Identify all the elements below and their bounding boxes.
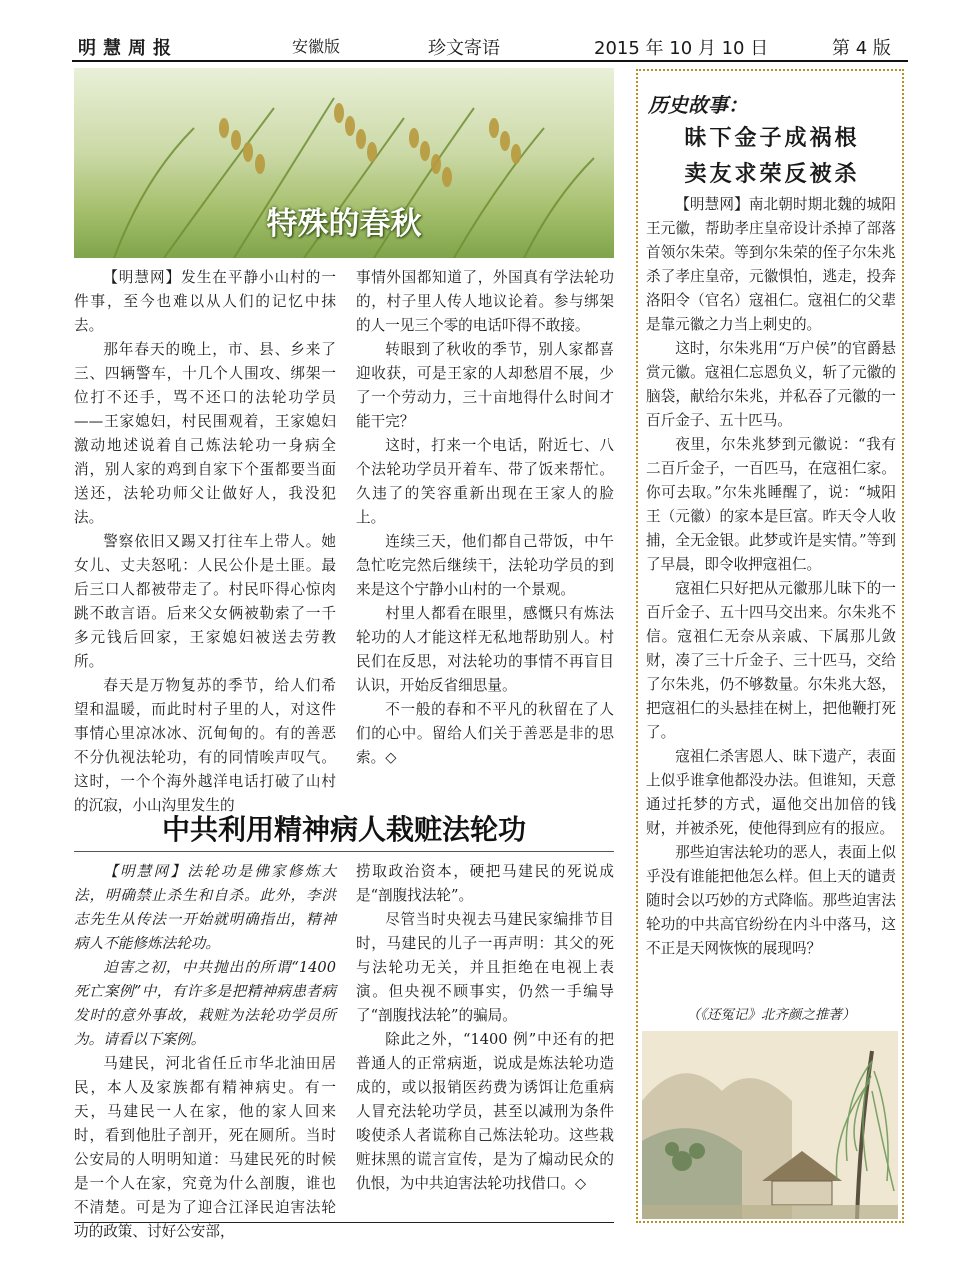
sidebar-label: 历史故事： bbox=[648, 93, 748, 117]
paragraph: 不一般的春和不平凡的秋留在了人们的心中。留给人们关于善恶是非的思索。◇ bbox=[356, 701, 614, 766]
header-rule bbox=[72, 60, 908, 62]
paper-name: 明慧周报 bbox=[78, 38, 178, 59]
article-column bbox=[356, 860, 614, 1196]
page-number: 第 4 版 bbox=[832, 38, 891, 59]
paragraph: 村里人都看在眼里，感慨只有炼法轮功的人才能这样无私地帮助别人。村民们在反思，对法轮功的事情不再盲目认识，开始反省细思量。 bbox=[356, 605, 614, 694]
paragraph: 寇祖仁只好把从元徽那儿昧下的一百斤金子、五十四马交出来。尔朱兆不信。寇祖仁无奈从亲戚、下属那儿敛财，凑了三十斤金子、三十匹马，交给了尔朱兆，仍不够数量。尔朱兆大怒，把寇祖仁的头悬挂在树上，把他鞭打死了。 bbox=[646, 580, 896, 741]
section-label: 珍文寄语 bbox=[428, 38, 500, 59]
paragraph: 寇祖仁杀害恩人、昧下遗产，表面上似乎谁拿他都没办法。但谁知，天意通过托梦的方式，逼他交出加倍的钱财，并被杀死，使他得到应有的报应。 bbox=[646, 748, 896, 837]
article-column bbox=[74, 860, 336, 1244]
article-title: 特殊的春秋 bbox=[266, 206, 422, 242]
article-lead: 【明慧网】发生在平静小山村的一件事，至今也难以从人们的记忆中抹去。 bbox=[74, 269, 336, 334]
paragraph: 马建民，河北省任丘市华北油田居民，本人及家族都有精神病史。有一天，马建民一人在家，他的家人回来时，看到他肚子剖开，死在厕所。当时公安局的人明明知道：马建民死的时候是一个人在家，究竟为什么剖腹，谁也不清楚。可是为了迎合江泽民迫害法轮功的政策、讨好公安部， bbox=[74, 1055, 336, 1240]
sidebar-title-line1: 昧下金子成祸根 bbox=[684, 125, 860, 151]
paragraph: 那些迫害法轮功的恶人，表面上似乎没有谁能把他怎么样。但上天的谴责随时会以巧妙的方式降临。那些迫害法轮功的中共高官纷纷在内斗中落马，这不正是天网恢恢的展现吗？ bbox=[646, 844, 896, 957]
landscape-painting-image bbox=[642, 1031, 898, 1219]
article-column bbox=[74, 266, 336, 818]
paragraph: 春天是万物复苏的季节，给人们希望和温暖，而此时村子里的人，对这件事情心里凉冰冰、沉甸甸的。有的善恶不分仇视法轮功，有的同情唉声叹气。这时，一个个海外越洋电话打破了山村的沉寂，小山沟里发生的 bbox=[74, 677, 336, 814]
footer-rule bbox=[74, 1222, 614, 1223]
history-story-box bbox=[636, 69, 904, 1223]
issue-date: 2015 年 10 月 10 日 bbox=[594, 38, 769, 59]
paragraph: 警察依旧又踢又打往车上带人。她女儿、丈夫怒吼：人民公仆是土匪。最后三口人都被带走了。村民吓得心惊肉跳不敢言语。后来父女俩被勒索了一千多元钱后回家，王家媳妇被送去劳教所。 bbox=[74, 533, 336, 670]
paragraph-continued: 事情外国都知道了，外国真有学法轮功的，村子里人传人地议论着。参与绑架的人一见三个零的电话吓得不敢接。 bbox=[356, 269, 614, 334]
paragraph: 转眼到了秋收的季节，别人家都喜迎收获，可是王家的人却愁眉不展，少了一个劳动力，三十亩地得什么时间才能干完？ bbox=[356, 341, 614, 430]
title-rule bbox=[74, 851, 614, 852]
rice-banner-image bbox=[74, 68, 614, 258]
sidebar-column bbox=[646, 193, 896, 961]
paragraph: 连续三天，他们都自己带饭，中午急忙吃完然后继续干，法轮功学员的到来是这个宁静小山村的一个景观。 bbox=[356, 533, 614, 598]
paragraph: 【明慧网】南北朝时期北魏的城阳王元徽，帮助孝庄皇帝设计杀掉了部落首领尔朱荣。等到尔朱荣的侄子尔朱兆杀了孝庄皇帝，元徽惧怕，逃走，投奔洛阳令（官名）寇祖仁。寇祖仁的父辈是靠元徽之力当上刺史的。 bbox=[646, 196, 896, 333]
edition-label: 安徽版 bbox=[292, 37, 341, 56]
paragraph-continued: 捞取政治资本，硬把马建民的死说成是“剖腹找法轮”。 bbox=[356, 863, 614, 904]
article-column bbox=[356, 266, 614, 770]
landscape-illustration bbox=[642, 1031, 898, 1219]
paragraph: 夜里，尔朱兆梦到元徽说：“我有二百斤金子，一百匹马，在寇祖仁家。你可去取。”尔朱兆睡醒了，说：“城阳王（元徽）的家本是巨富。昨天令人收捕，全无金银。此梦或许是实情。”等到了早晨，即令收押寇祖仁。 bbox=[646, 436, 896, 573]
source-credit: （《还冤记》北齐颜之推著） bbox=[686, 1007, 856, 1023]
article-intro: 迫害之初，中共抛出的所谓“1400死亡案例”中，有许多是把精神病患者病发时的意外事故，栽赃为法轮功学员所为。请看以下案例。 bbox=[74, 959, 336, 1048]
masthead bbox=[72, 30, 908, 60]
paragraph: 这时，尔朱兆用“万户侯”的官爵悬赏元徽。寇祖仁忘恩负义，斩了元徽的脑袋，献给尔朱兆，并私吞了元徽的一百斤金子、五十匹马。 bbox=[646, 340, 896, 429]
paragraph: 除此之外，“1400 例”中还有的把普通人的正常病逝，说成是炼法轮功造成的，或以报销医药费为诱饵让危重病人冒充法轮功学员，甚至以减刑为条件唆使杀人者谎称自己炼法轮功。这些栽赃抹黑的谎言宣传，是为了煽动民众的仇恨，为中共迫害法轮功找借口。◇ bbox=[356, 1031, 614, 1192]
paragraph: 那年春天的晚上，市、县、乡来了三、四辆警车，十几个人围攻、绑架一位打不还手，骂不还口的法轮功学员——王家媳妇，村民围观着，王家媳妇激动地述说着自己炼法轮功一身病全消，别人家的鸡到自家下个蛋都要当面送还，法轮功师父让做好人，我没犯法。 bbox=[74, 341, 336, 526]
paragraph: 这时，打来一个电话，附近七、八个法轮功学员开着车、带了饭来帮忙。久违了的笑容重新出现在王家人的脸上。 bbox=[356, 437, 614, 526]
article-title: 中共利用精神病人栽赃法轮功 bbox=[161, 813, 526, 846]
sidebar-title-line2: 卖友求荣反被杀 bbox=[684, 161, 860, 187]
article-lead: 【明慧网】法轮功是佛家修炼大法，明确禁止杀生和自杀。此外，李洪志先生从传法一开始就明确指出，精神病人不能修炼法轮功。 bbox=[74, 863, 336, 952]
paragraph: 尽管当时央视去马建民家编排节目时，马建民的儿子一再声明：其父的死与法轮功无关，并且拒绝在电视上表演。但央视不顾事实，仍然一手编导了“剖腹找法轮”的骗局。 bbox=[356, 911, 614, 1024]
